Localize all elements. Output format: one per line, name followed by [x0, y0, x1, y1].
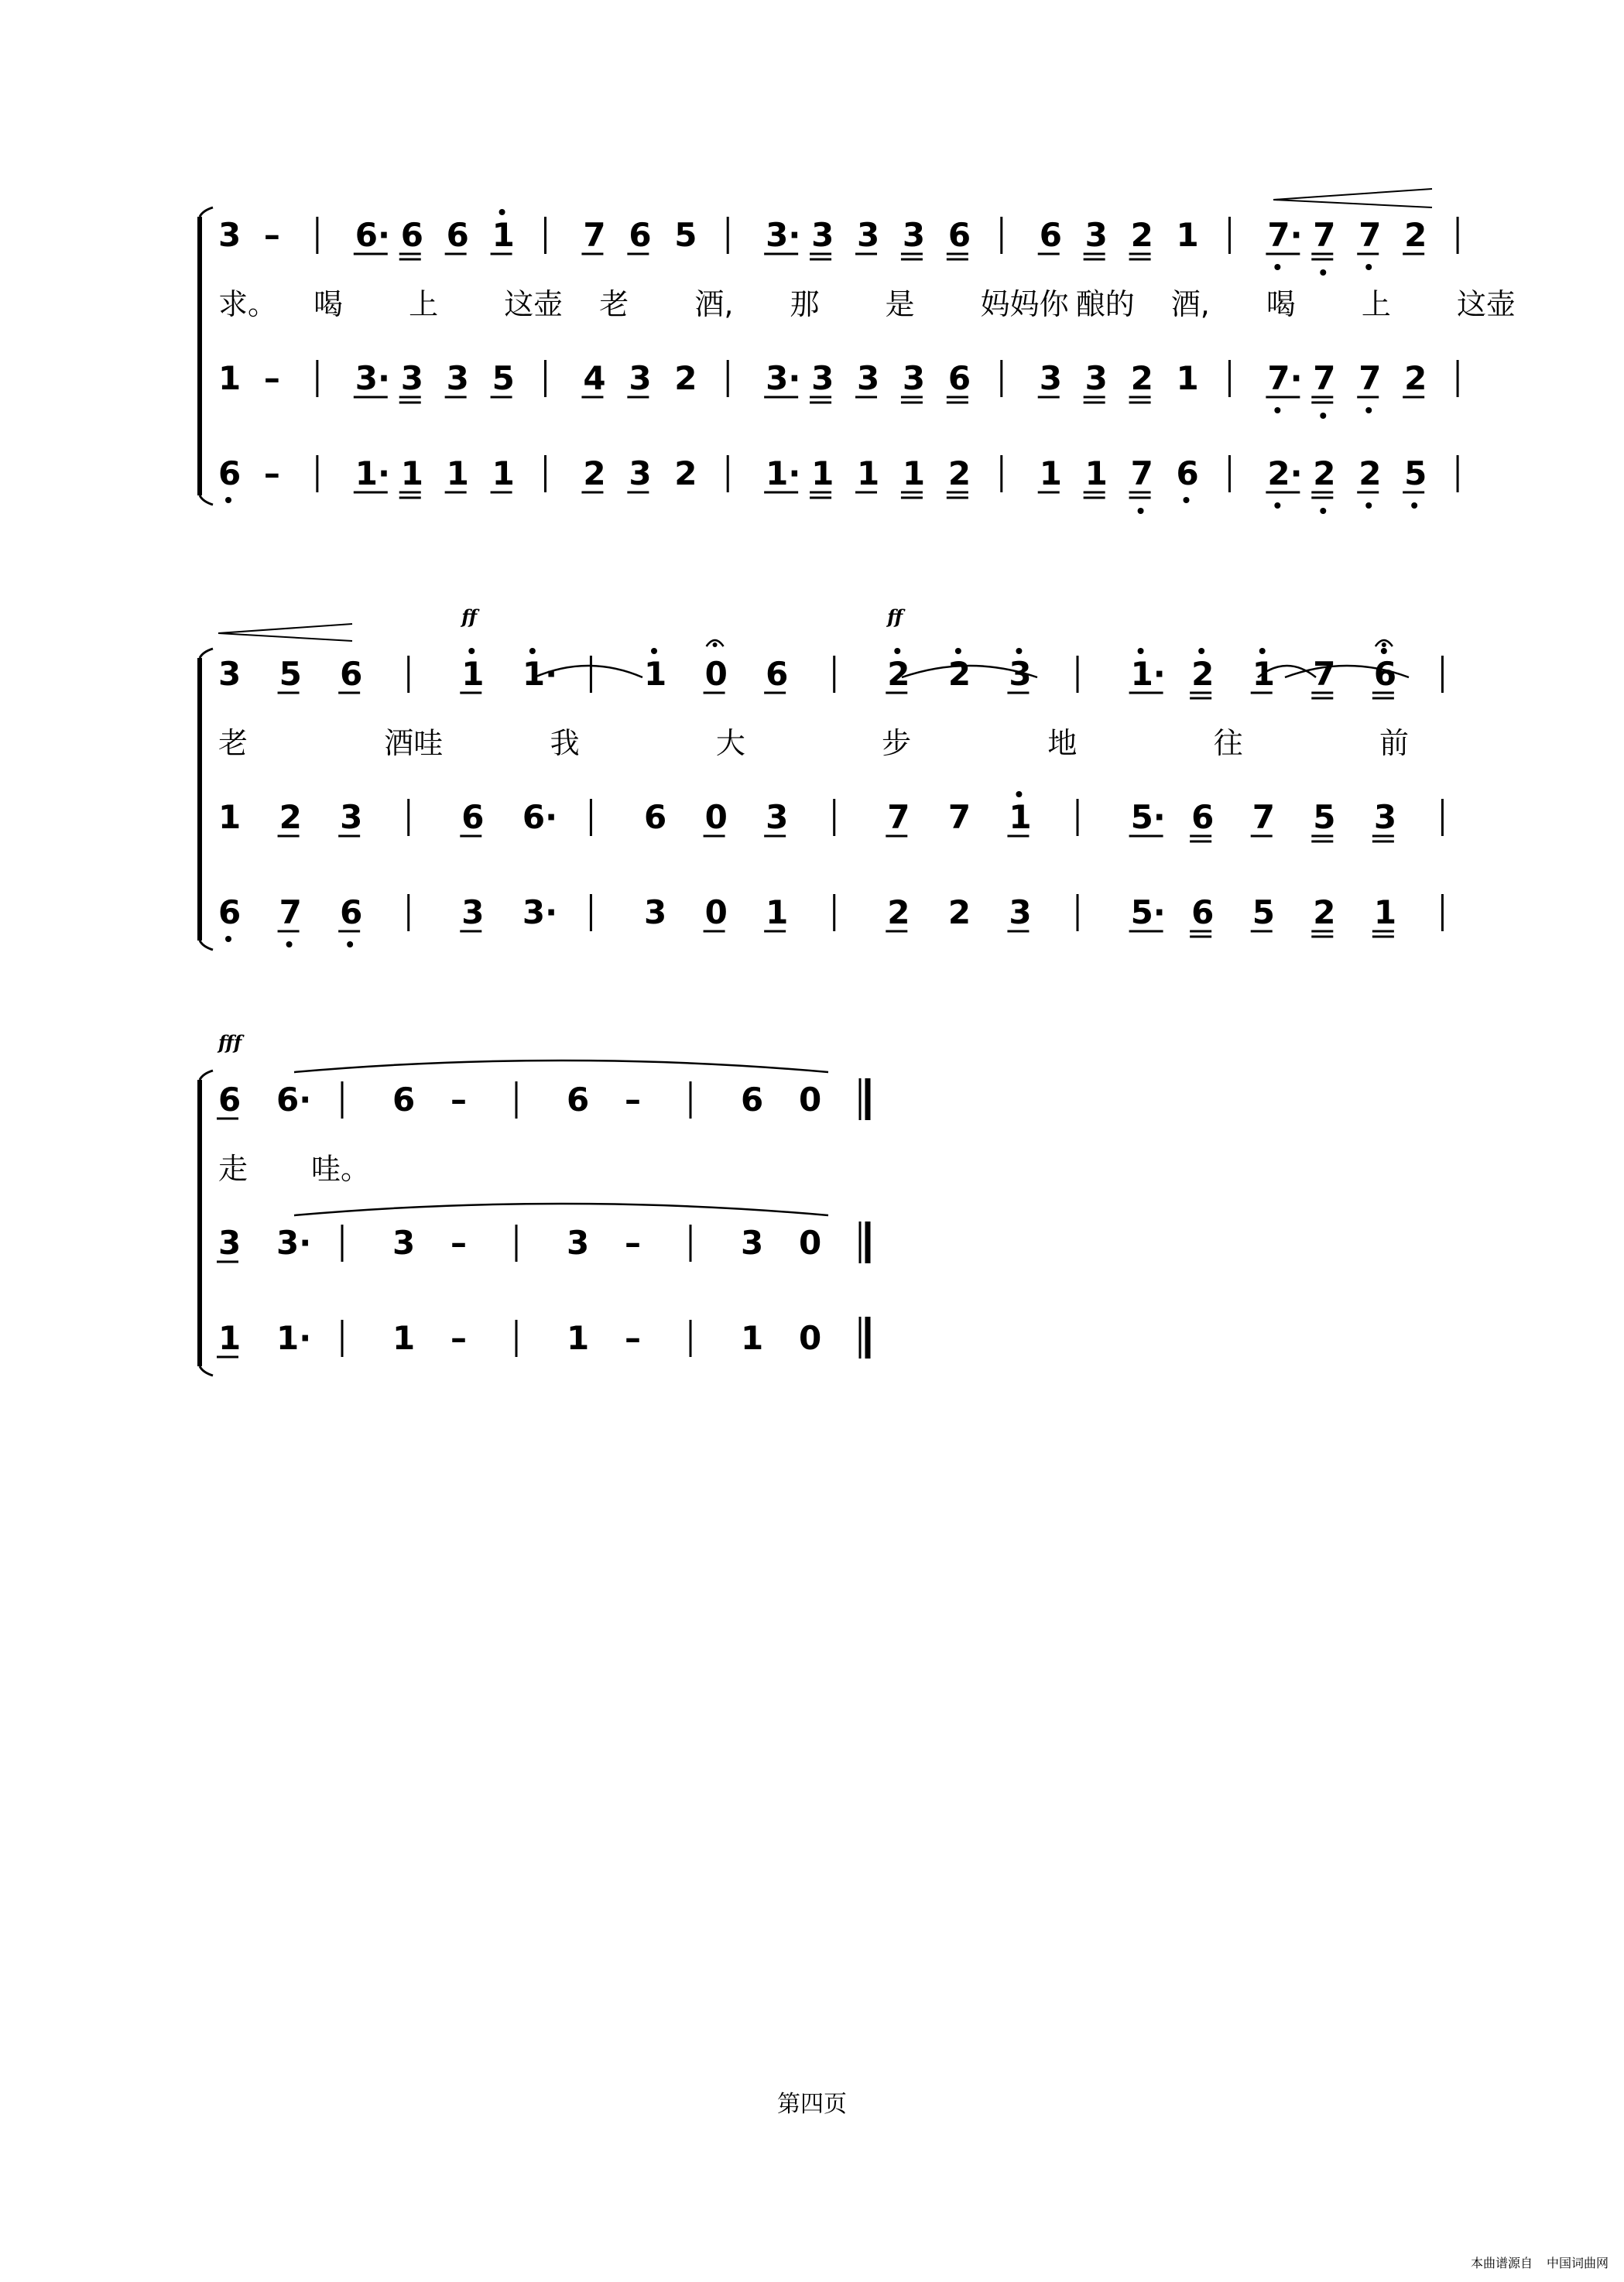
note: 3 [902, 359, 926, 397]
octave-dot-low [1320, 269, 1326, 276]
note: 1 [811, 454, 834, 492]
note: 3· [766, 359, 801, 397]
note: 3 [1084, 216, 1108, 254]
octave-dot-low [1138, 508, 1144, 514]
octave-dot-high [1198, 648, 1204, 654]
note: 2 [1130, 359, 1153, 397]
note: – [263, 359, 280, 397]
note: 6· [276, 1081, 312, 1119]
dynamic-mark: ff [461, 605, 478, 628]
source-note: 本曲谱源自 [1470, 2256, 1533, 2270]
octave-dot-low [1365, 264, 1372, 270]
note: 3 [811, 359, 834, 397]
note: 1 [567, 1319, 590, 1357]
note: 3 [766, 798, 789, 836]
note: 2 [1191, 655, 1215, 693]
octave-dot-low [286, 941, 293, 947]
lyric-word: 求。 [218, 287, 278, 321]
note: 2· [1267, 454, 1303, 492]
note: 6 [446, 216, 469, 254]
note: – [625, 1224, 641, 1262]
note: 1 [741, 1319, 764, 1357]
note: 2 [1313, 454, 1336, 492]
note: 6 [340, 655, 363, 693]
note: 6 [766, 655, 789, 693]
note: 6 [1039, 216, 1062, 254]
note: 5 [492, 359, 515, 397]
note: 6 [461, 798, 485, 836]
slur [294, 1204, 828, 1215]
note: 7 [279, 893, 302, 931]
note: 1 [902, 454, 926, 492]
note: 0 [799, 1319, 822, 1357]
note: 2 [583, 454, 606, 492]
crescendo-hairpin [1273, 189, 1432, 207]
note: 1 [1084, 454, 1108, 492]
note: 1 [400, 454, 423, 492]
note: 3 [1373, 798, 1397, 836]
fermata-dot [713, 642, 718, 647]
note: 1· [276, 1319, 312, 1357]
note: 2 [887, 655, 910, 693]
note: 1 [857, 454, 880, 492]
note: 3 [340, 798, 363, 836]
lyric-word: 是 [885, 287, 915, 321]
note: 1 [1373, 893, 1397, 931]
octave-dot-high [1259, 648, 1266, 654]
note: 3 [629, 454, 652, 492]
note: 3 [1009, 655, 1032, 693]
note: 0 [799, 1081, 822, 1119]
note: 6· [522, 798, 558, 836]
note: 5 [279, 655, 302, 693]
slur [294, 1060, 828, 1072]
note: 2 [1313, 893, 1336, 931]
lyric-word: 酒哇 [384, 726, 444, 760]
note: 7 [1252, 798, 1275, 836]
note: 3 [1039, 359, 1062, 397]
lyric-word: 我 [550, 726, 580, 760]
note: 2 [887, 893, 910, 931]
octave-dot-low [1365, 502, 1372, 509]
note: 3 [567, 1224, 590, 1262]
note: 6 [1176, 454, 1199, 492]
note: – [451, 1319, 467, 1357]
note: 7· [1267, 359, 1303, 397]
lyric-word: 上 [1361, 287, 1391, 321]
note: 3 [461, 893, 485, 931]
note: 6 [400, 216, 423, 254]
note: 2 [674, 454, 697, 492]
lyric-word: 往 [1213, 726, 1243, 760]
note: 2 [279, 798, 302, 836]
note: 6 [644, 798, 667, 836]
note: 3 [644, 893, 667, 931]
note: 6 [1191, 893, 1215, 931]
lyric-word: 前 [1379, 726, 1410, 760]
note: 6 [218, 1081, 242, 1119]
note: 1 [1039, 454, 1062, 492]
note: 3 [857, 359, 880, 397]
dynamic-mark: fff [218, 1031, 242, 1054]
note: 6 [629, 216, 652, 254]
note: 6 [218, 454, 242, 492]
note: – [263, 454, 280, 492]
note: 3 [741, 1224, 764, 1262]
note: 7· [1267, 216, 1303, 254]
lyric-word: 老 [599, 287, 629, 321]
octave-dot-high [468, 648, 475, 654]
note: 2 [947, 893, 971, 931]
note: 6 [392, 1081, 416, 1119]
note: 2 [947, 655, 971, 693]
octave-dot-low [1365, 407, 1372, 413]
note: 4 [583, 359, 606, 397]
note: 0 [799, 1224, 822, 1262]
note: 5 [1313, 798, 1336, 836]
note: 7 [1358, 216, 1382, 254]
note: 7 [583, 216, 606, 254]
note: 7 [1358, 359, 1382, 397]
note: 3 [629, 359, 652, 397]
octave-dot-high [1381, 648, 1387, 654]
note: 6 [947, 359, 971, 397]
note: 1 [446, 454, 469, 492]
page-number: 第四页 [777, 2091, 847, 2118]
note: 1 [218, 798, 242, 836]
octave-dot-low [1274, 407, 1280, 413]
lyric-word: 地 [1047, 726, 1078, 760]
note: 7 [1313, 216, 1336, 254]
octave-dot-high [955, 648, 961, 654]
note: 2 [1130, 216, 1153, 254]
note: 1 [492, 454, 515, 492]
note: 3 [1084, 359, 1108, 397]
octave-dot-low [1320, 508, 1326, 514]
note: 1 [392, 1319, 416, 1357]
note: 2 [674, 359, 697, 397]
note: 6 [741, 1081, 764, 1119]
octave-dot-low [1320, 413, 1326, 419]
note: 3 [218, 655, 242, 693]
note: 2 [947, 454, 971, 492]
note: 3· [766, 216, 801, 254]
note: 7 [1313, 359, 1336, 397]
lyric-word: 喝 [1266, 287, 1296, 321]
note: 0 [704, 893, 728, 931]
note: 7 [1313, 655, 1336, 693]
lyric-word: 哇。 [311, 1152, 371, 1186]
note: 6 [218, 893, 242, 931]
note: 5 [1252, 893, 1275, 931]
note: 6 [340, 893, 363, 931]
note: 3· [355, 359, 390, 397]
lyric-word: 酒, [1170, 287, 1210, 321]
note: 7 [1130, 454, 1153, 492]
note: 3 [400, 359, 423, 397]
note: 7 [947, 798, 971, 836]
note: 6 [1191, 798, 1215, 836]
note: 2 [1404, 216, 1427, 254]
note: 5· [1130, 893, 1166, 931]
lyric-word: 这壶 [1457, 287, 1516, 321]
note: 2 [1358, 454, 1382, 492]
lyric-word: 酿的 [1075, 287, 1135, 321]
note: 1 [492, 216, 515, 254]
note: 1· [522, 655, 558, 693]
note: 1 [644, 655, 667, 693]
note: – [451, 1081, 467, 1119]
note: – [625, 1319, 641, 1357]
note: 0 [704, 798, 728, 836]
note: 1 [1176, 216, 1199, 254]
note: 5 [674, 216, 697, 254]
note: 3 [811, 216, 834, 254]
note: 1 [461, 655, 485, 693]
lyric-word: 步 [882, 726, 912, 760]
note: 3· [276, 1224, 312, 1262]
note: 2 [1404, 359, 1427, 397]
octave-dot-high [894, 648, 900, 654]
note: 6 [1373, 655, 1397, 693]
note: 1 [1176, 359, 1199, 397]
note: 1· [1130, 655, 1166, 693]
note: 3 [218, 216, 242, 254]
note: 3· [522, 893, 558, 931]
dynamic-mark: ff [887, 605, 903, 628]
note: 3 [857, 216, 880, 254]
crescendo-hairpin [218, 624, 352, 641]
note: 7 [887, 798, 910, 836]
octave-dot-low [225, 497, 231, 503]
note: – [451, 1224, 467, 1262]
octave-dot-high [1138, 648, 1144, 654]
lyric-word: 大 [715, 726, 745, 760]
source-credit [1457, 2253, 1609, 2271]
note: 6 [567, 1081, 590, 1119]
octave-dot-low [225, 936, 231, 942]
note: 1 [218, 359, 242, 397]
note: 3 [446, 359, 469, 397]
lyric-word: 妈妈你 [980, 287, 1069, 321]
note: 1 [766, 893, 789, 931]
lyric-word: 酒, [694, 287, 734, 321]
lyric-word: 走 [218, 1152, 248, 1186]
note: 3 [218, 1224, 242, 1262]
note: – [625, 1081, 641, 1119]
note: 3 [902, 216, 926, 254]
octave-dot-low [1274, 502, 1280, 509]
source-site: 中国词曲网 [1546, 2256, 1609, 2270]
note: 3 [1009, 893, 1032, 931]
octave-dot-low [347, 941, 353, 947]
fermata-dot [1382, 642, 1386, 647]
note: 6 [947, 216, 971, 254]
octave-dot-low [1411, 502, 1417, 509]
note: 1 [1009, 798, 1032, 836]
lyric-word: 喝 [313, 287, 344, 321]
lyric-word: 上 [409, 287, 439, 321]
note: 3 [392, 1224, 416, 1262]
lyric-word: 那 [790, 287, 820, 321]
note: 1 [1252, 655, 1275, 693]
note: 5 [1404, 454, 1427, 492]
octave-dot-low [1184, 497, 1190, 503]
octave-dot-high [1016, 648, 1022, 654]
note: 6· [355, 216, 390, 254]
lyric-word: 这壶 [504, 287, 564, 321]
note: – [263, 216, 280, 254]
note: 1· [766, 454, 801, 492]
octave-dot-high [499, 209, 505, 215]
octave-dot-high [529, 648, 536, 654]
note: 5· [1130, 798, 1166, 836]
note: 1 [218, 1319, 242, 1357]
lyric-word: 老 [218, 726, 248, 760]
octave-dot-high [651, 648, 657, 654]
octave-dot-high [1016, 791, 1022, 797]
note: 0 [704, 655, 728, 693]
octave-dot-low [1274, 264, 1280, 270]
note: 1· [355, 454, 390, 492]
